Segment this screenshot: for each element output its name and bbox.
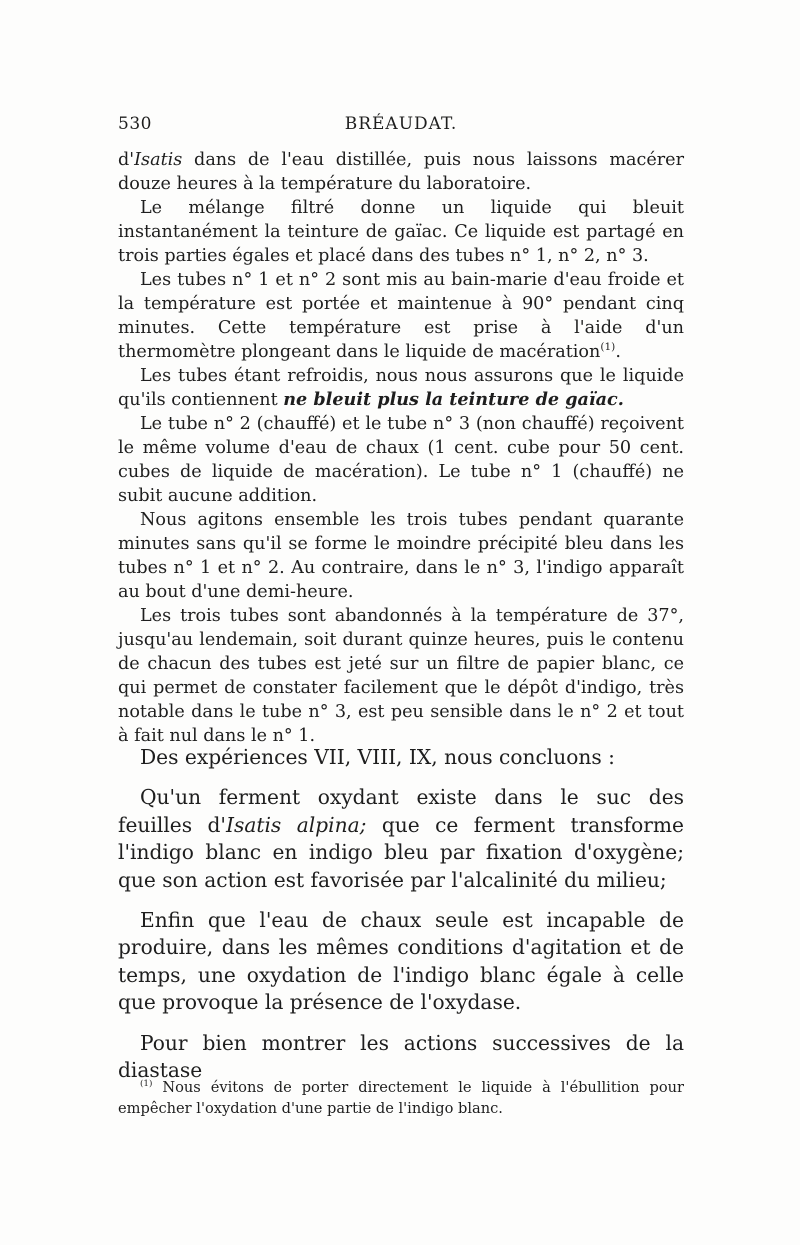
paragraph xyxy=(118,148,684,196)
paragraph: Le mélange filtré donne un liquide qui bleuit instantanément la teinture de gaïac. Ce liquide est partagé en trois parties égales et placé dans des tubes n° 1, n° 2, n° 3. xyxy=(118,198,684,266)
paragraph: Les trois tubes sont abandonnés à la température de 37°, jusqu'au lendemain, soit durant quinze heures, puis le contenu de chacun des tubes est jeté sur un filtre de papier blanc, ce qui permet de constater facilement que le dépôt d'indigo, très notable dans le tube n° 3, est peu sensible dans le n° 2 et tout à fait nul dans le n° 1. xyxy=(118,606,684,746)
text-span: dans de l'eau distillée, puis nous laissons macérer douze heures à la température du laboratoire. xyxy=(118,150,684,194)
paragraph: Le tube n° 2 (chauffé) et le tube n° 3 (non chauffé) reçoivent le même volume d'eau de chaux (1 cent. cube pour 50 cent. cubes de liquide de macération). Le tube n° 1 (chauffé) ne subit aucune addition. xyxy=(118,414,684,506)
conclusion-paragraph: Pour bien montrer les actions successives de la diastase xyxy=(118,1030,684,1083)
conclusion-paragraph xyxy=(118,784,684,894)
paragraph xyxy=(118,268,684,364)
text-span: Qu'un ferment oxydant existe dans le suc des feuilles d' xyxy=(118,785,684,837)
text-span: . xyxy=(615,342,621,362)
page-header xyxy=(118,114,684,138)
text-span: Les tubes étant refroidis, nous nous assurons que le liquide qu'ils contiennent xyxy=(118,366,684,410)
conclusion-intro: Des expériences VII, VIII, IX, nous concluons : xyxy=(140,745,615,769)
conclusion-paragraph: Enfin que l'eau de chaux seule est incapable de produire, dans les mêmes conditions d'agitation et de temps, une oxydation de l'indigo blanc égale à celle que provoque la présence de l'oxydase. xyxy=(118,908,684,1015)
footnote xyxy=(118,1077,684,1119)
emphasis-text: ne bleuit plus la teinture de gaïac. xyxy=(283,389,624,410)
footnote-reference: (1) xyxy=(600,341,616,354)
paragraph: Nous agitons ensemble les trois tubes pendant quarante minutes sans qu'il se forme le moindre précipité bleu dans les tubes n° 1 et n° 2. Au contraire, dans le n° 3, l'indigo apparaît au bout d'une demi-heure. xyxy=(118,510,684,602)
text-span: Les tubes n° 1 et n° 2 sont mis au bain-marie d'eau froide et la température est portée et maintenue à 90° pendant cinq minutes. Cette température est prise à l'aide d'un thermomètre plongeant dans le liquide de macération xyxy=(118,270,684,362)
footnote-text: Nous évitons de porter directement le liquide à l'ébullition pour empêcher l'oxydation d'une partie de l'indigo blanc. xyxy=(118,1079,684,1117)
running-head: BRÉAUDAT. xyxy=(344,114,458,134)
text-span: d' xyxy=(118,150,135,170)
body-text xyxy=(118,148,684,748)
paragraph xyxy=(118,364,684,412)
italic-term: Isatis xyxy=(134,150,183,170)
page-number: 530 xyxy=(118,114,152,134)
italic-term: Isatis alpina; xyxy=(225,812,367,837)
text-span: que ce ferment transforme l'indigo blanc en indigo bleu par fixation d'oxygène; que son action est favorisée par l'alcalinité du milieu; xyxy=(118,812,684,892)
footnote-marker: (1) xyxy=(140,1079,153,1090)
conclusions-section xyxy=(118,744,684,1097)
